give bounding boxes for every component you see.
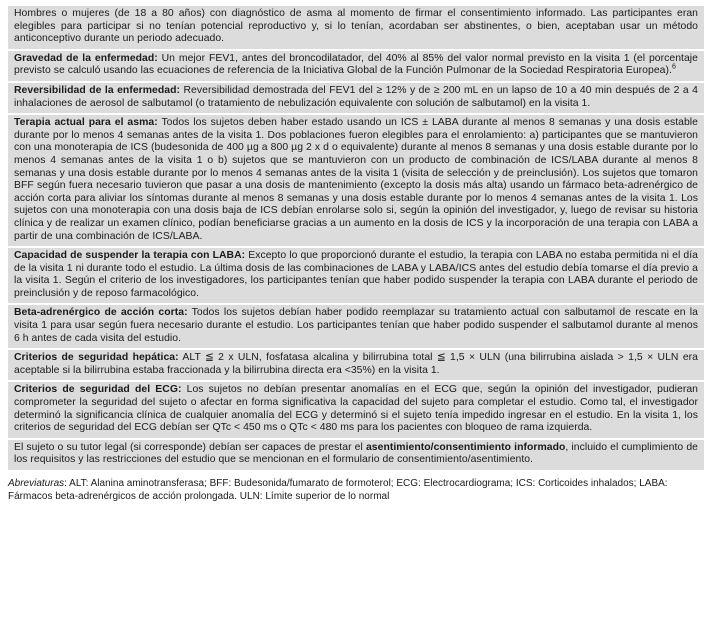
reference-marker: 6 <box>671 63 676 71</box>
criteria-heading: Capacidad de suspender la terapia con LABA: <box>14 250 246 262</box>
criteria-row <box>7 381 705 438</box>
abbreviations-label: Abreviaturas <box>8 478 65 489</box>
criteria-cell <box>7 82 705 114</box>
criteria-text: ALT ≦ 2 x ULN, fosfatasa alcalina y bilirrubina total ≦ 1,5 × ULN (una bilirrubina aislada > 1,5 × ULN era aceptable si la bilirrubina estaba fraccionada y la bilirrubina directa era <35%) en la visita 1. <box>14 352 698 376</box>
criteria-text: Los sujetos no debían presentar anomalías en el ECG que, según la opinión del investigador, pudieran comprometer la seguridad del sujeto o afectar en forma significativa la capacidad del sujeto para completar el estudio. Como tal, el investigador determinó la significancia clínica de cualquier anomalía del ECG y determinó si el sujeto tenía impedido ingresar en el estudio. En la visita 1, los criterios de seguridad del ECG debían ser QTc < 450 ms o QTc < 480 ms para los pacientes con bloqueo de rama izquierda. <box>14 384 698 434</box>
criteria-rows <box>7 5 705 471</box>
criteria-heading: Terapia actual para el asma: <box>14 117 158 129</box>
criteria-heading: Beta-adrenérgico de acción corta: <box>14 307 188 319</box>
criteria-row <box>7 50 705 82</box>
criteria-row <box>7 82 705 114</box>
criteria-row <box>7 114 705 247</box>
criteria-row <box>7 304 705 349</box>
criteria-cell <box>7 439 705 471</box>
criteria-heading: asentimiento/consentimiento informado <box>365 441 566 453</box>
inclusion-criteria-table <box>6 4 706 472</box>
criteria-heading: Reversibilidad de la enfermedad: <box>14 84 181 96</box>
criteria-document <box>6 4 706 503</box>
criteria-cell <box>7 114 705 247</box>
criteria-row <box>7 247 705 304</box>
criteria-text: Hombres o mujeres (de 18 a 80 años) con diagnóstico de asma al momento de firmar el consentimiento informado. Las participantes eran elegibles para participar si no tenían potencial reproductivo y, si lo tenían, acordaban ser abstinentes, o bien, aceptaban usar un método anticonceptivo durante un periodo adecuado. <box>14 8 698 45</box>
criteria-text: Excepto lo que proporcionó durante el estudio, la terapia con LABA no estaba permitida ni el día de la visita 1 ni durante todo el estudio. La última dosis de las combinaciones de LABA y LABA/ICS antes del estudio debía tomarse el día previo a la visita 1. Según el criterio de los investigadores, los participantes tenían que haber podido suspender la terapia con LABA durante el periodo de preinclusión y de reposo farmacológico. <box>14 250 698 299</box>
criteria-text: Un mejor FEV1, antes del broncodilatador, del 40% al 85% del valor normal previsto en la visita 1 (el porcentaje previsto se calculó usando las ecuaciones de referencia de la Iniciativa Global de la Función Pulmonar de la Sociedad Respiratoria Europea). <box>14 52 698 77</box>
criteria-cell <box>7 381 705 438</box>
criteria-heading: Gravedad de la enfermedad: <box>14 52 158 64</box>
criteria-heading: Criterios de seguridad del ECG: <box>14 384 182 396</box>
criteria-heading: Criterios de seguridad hepática: <box>14 352 179 364</box>
criteria-text: , incluido el cumplimiento de los requisitos y las restricciones del estudio que se mencionan en el formulario de consentimiento/asentimiento. <box>14 441 698 466</box>
criteria-text: Todos los sujetos debían haber podido reemplazar su tratamiento actual con salbutamol de rescate en la visita 1 para usar según fuera necesario durante el estudio. Los participantes tenían que haber podido suspender el salbutamol durante al menos 6 h antes de cada visita del estudio. <box>14 307 698 344</box>
criteria-cell <box>7 304 705 349</box>
criteria-text: Reversibilidad demostrada del FEV1 del ≥ 12% y de ≥ 200 mL en un lapso de 10 a 40 min después de 2 a 4 inhalaciones de aerosol de salbutamol (o tratamiento de nebulización equivalente con solución de salbutamol) en la visita 1. <box>14 84 698 109</box>
criteria-row <box>7 349 705 381</box>
criteria-cell <box>7 349 705 381</box>
criteria-cell <box>7 5 705 50</box>
criteria-cell <box>7 247 705 304</box>
abbreviations-text: : ALT: Alanina aminotransferasa; BFF: Budesonida/fumarato de formoterol; ECG: Electrocardiograma; ICS: Corticoides inhalados; LABA: Fármacos beta-adrenérgicos de acción prolongada. ULN: Límite superior de lo normal <box>8 478 668 502</box>
criteria-row <box>7 5 705 50</box>
criteria-text: Todos los sujetos deben haber estado usando un ICS ± LABA durante al menos 8 semanas y una dosis estable durante por lo menos 4 semanas antes de la visita 1. Dos poblaciones fueron elegibles para el enrolamiento: a) participantes que se mantuvieron con una monoterapia de ICS (budesonida de 400 µg a 800 µg 2 x d o equivalente) durante al menos 8 semanas y una dosis estable durante por lo menos 4 semanas antes de la visita 1 o b) sujetos que se mantuvieron con un producto de combinación de ICS/LABA durante al menos 8 semanas y una dosis estable durante por lo menos 4 semanas antes de la visita 1 (visita de selección y de preinclusión). Los sujetos que tomaron BFF según fuera necesario tuvieron que pasar a una dosis de mantenimiento (excepto la dosis más alta) usando un fármaco beta-adrenérgico de acción corta para aliviar los síntomas durante al menos 8 semanas y una dosis estable durante por lo menos 4 semanas antes de la visita 1. Los sujetos con una monoterapia con una dosis baja de ICS debían enrolarse solo si, según la opinión del investigador, y, luego de revisar su historia clínica y de realizar un examen clínico, podían beneficiarse gracias a un aumento en la dosis de ICS y la incorporación de una terapia con LABA a partir de una combinación de ICS/LABA. <box>14 117 698 242</box>
criteria-row <box>7 439 705 471</box>
abbreviations-footnote <box>6 478 706 503</box>
criteria-text: El sujeto o su tutor legal (si corresponde) debían ser capaces de prestar el <box>14 441 366 453</box>
criteria-cell <box>7 50 705 82</box>
